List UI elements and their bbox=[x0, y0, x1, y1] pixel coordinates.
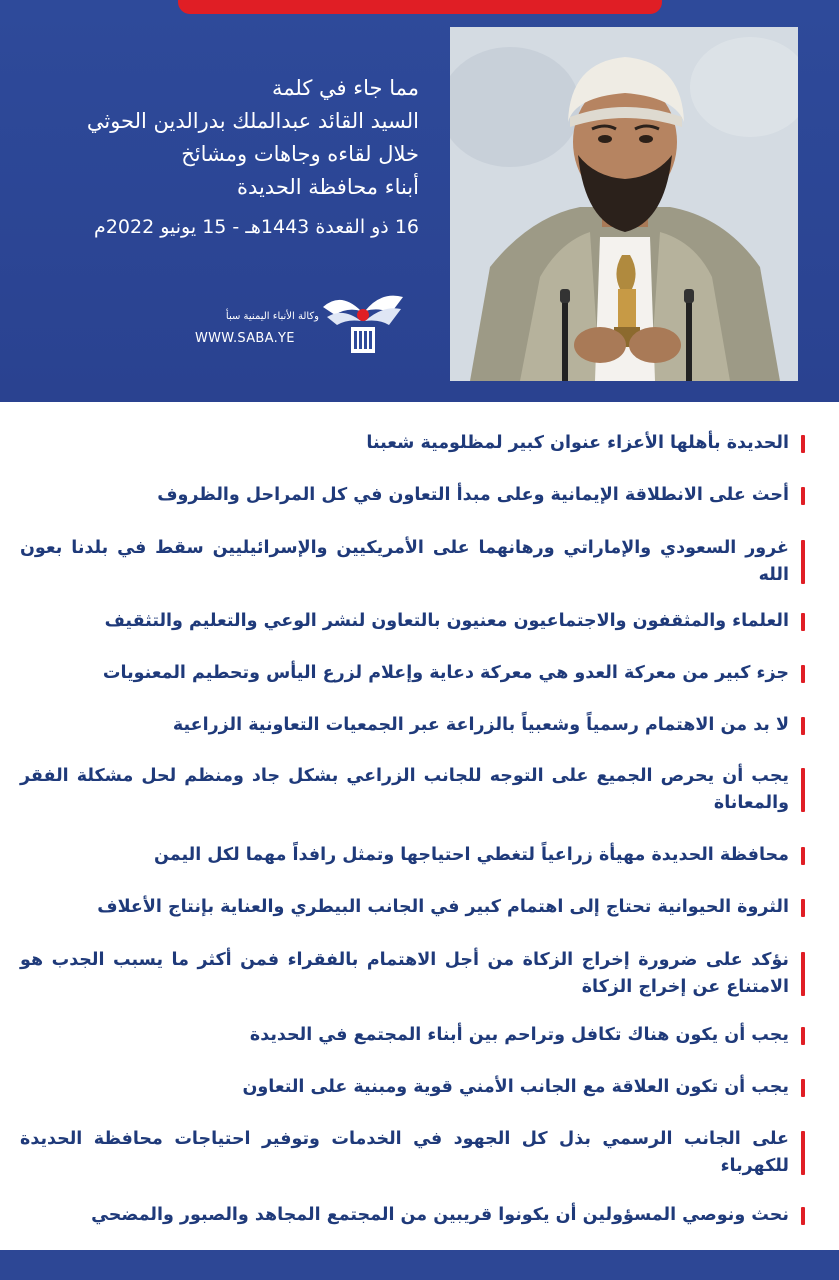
headline-block bbox=[59, 72, 419, 242]
headline-line-3: خلال لقاءه وجاهات ومشائخ bbox=[181, 142, 419, 166]
list-item-text: جزء كبير من معركة العدو هي معركة دعاية وإعلام لزرع اليأس وتحطيم المعنويات bbox=[102, 663, 789, 683]
top-red-bar bbox=[178, 0, 662, 14]
bullet-marker bbox=[801, 540, 805, 584]
headline-line-2: السيد القائد عبدالملك بدرالدين الحوثي bbox=[86, 109, 419, 133]
list-item-text: نؤكد على ضرورة إخراج الزكاة من أجل الاهتمام بالفقراء فمن أكثر ما يسبب الجدب هو الامتناع عن إخراج الزكاة bbox=[20, 950, 789, 997]
agency-name: وكالة الأنباء اليمنية سبأ bbox=[225, 311, 319, 322]
list-item bbox=[20, 1074, 805, 1101]
bullet-marker bbox=[801, 1131, 805, 1175]
logo-text bbox=[195, 309, 319, 349]
list-item-text: على الجانب الرسمي بذل كل الجهود في الخدمات وتوفير احتياجات محافظة الحديدة للكهرباء bbox=[20, 1129, 789, 1176]
list-item bbox=[20, 608, 805, 635]
list-item bbox=[20, 1202, 805, 1229]
bullet-marker bbox=[801, 847, 805, 865]
header-banner bbox=[0, 0, 839, 402]
list-item bbox=[20, 894, 805, 921]
bullet-marker bbox=[801, 768, 805, 812]
bullet-marker bbox=[801, 1079, 805, 1097]
list-item bbox=[20, 842, 805, 869]
bullet-marker bbox=[801, 952, 805, 996]
bullet-marker bbox=[801, 435, 805, 453]
list-item bbox=[20, 712, 805, 739]
bullet-marker bbox=[801, 1027, 805, 1045]
list-item-text: غرور السعودي والإماراتي ورهانهما على الأمريكيين والإسرائيليين سقط في بلدنا بعون الله bbox=[20, 538, 789, 585]
list-item-text: أحث على الانطلاقة الإيمانية وعلى مبدأ التعاون في كل المراحل والظروف bbox=[157, 485, 789, 505]
bullet-marker bbox=[801, 899, 805, 917]
speaker-portrait-image bbox=[450, 27, 798, 381]
list-item-text: الحديدة بأهلها الأعزاء عنوان كبير لمظلومية شعبنا bbox=[366, 433, 789, 453]
bullet-marker bbox=[801, 665, 805, 683]
list-item bbox=[20, 660, 805, 687]
list-item bbox=[20, 482, 805, 509]
footer-bar bbox=[0, 1250, 839, 1280]
headline-line-1: مما جاء في كلمة bbox=[272, 76, 419, 100]
list-item bbox=[20, 947, 805, 1001]
headline-line-4: أبناء محافظة الحديدة bbox=[236, 175, 419, 199]
bullet-marker bbox=[801, 717, 805, 735]
list-item bbox=[20, 535, 805, 589]
list-item bbox=[20, 430, 805, 457]
list-item bbox=[20, 1126, 805, 1180]
bullet-marker bbox=[801, 1207, 805, 1225]
list-item-text: العلماء والمثقفون والاجتماعيون معنيون بالتعاون لنشر الوعي والتعليم والتثقيف bbox=[104, 611, 789, 631]
saba-logo bbox=[195, 285, 407, 357]
saba-emblem-icon bbox=[321, 285, 405, 357]
list-item-text: محافظة الحديدة مهيأة زراعياً لتغطي احتياجها وتمثل رافداً مهما لكل اليمن bbox=[154, 845, 789, 865]
quotes-list bbox=[0, 402, 839, 1250]
speech-date: 16 ذو القعدة 1443هـ - 15 يونيو 2022م bbox=[94, 216, 419, 238]
list-item-text: الثروة الحيوانية تحتاج إلى اهتمام كبير في الجانب البيطري والعناية بإنتاج الأعلاف bbox=[97, 897, 789, 917]
list-item-text: نحث ونوصي المسؤولين أن يكونوا قريبين من المجتمع المجاهد والصبور والمضحي bbox=[91, 1205, 789, 1225]
list-item-text: يجب أن يحرص الجميع على التوجه للجانب الزراعي بشكل جاد ومنظم لحل مشكلة الفقر والمعاناة bbox=[20, 766, 789, 813]
list-item bbox=[20, 763, 805, 817]
bullet-marker bbox=[801, 487, 805, 505]
list-item-text: يجب أن تكون العلاقة مع الجانب الأمني قوية ومبنية على التعاون bbox=[242, 1077, 789, 1097]
list-item-text: يجب أن يكون هناك تكافل وتراحم بين أبناء المجتمع في الحديدة bbox=[249, 1025, 789, 1045]
bullet-marker bbox=[801, 613, 805, 631]
agency-url: WWW.SABA.YE bbox=[195, 331, 295, 346]
list-item-text: لا بد من الاهتمام رسمياً وشعبياً بالزراعة عبر الجمعيات التعاونية الزراعية bbox=[172, 715, 789, 735]
speaker-photo bbox=[450, 27, 798, 381]
list-item bbox=[20, 1022, 805, 1049]
